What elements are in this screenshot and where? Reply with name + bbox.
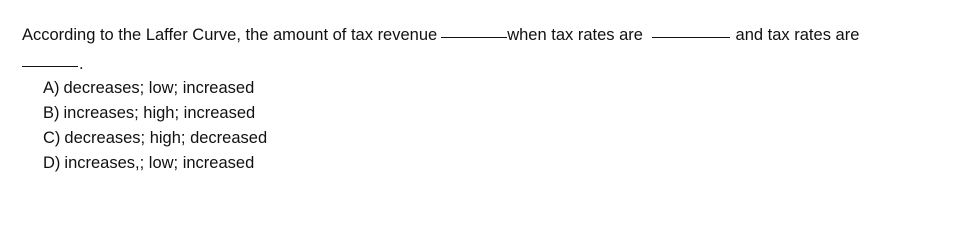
choice-text: decreases; high; decreased [64, 129, 268, 147]
question-part-1: According to the Laffer Curve, the amount of tax revenue [22, 26, 438, 44]
answer-blank-2 [652, 37, 730, 38]
question-line-1 [22, 26, 967, 45]
question-line-2 [22, 55, 967, 74]
choice-a [43, 76, 267, 101]
answer-choices [43, 76, 267, 176]
choice-text: decreases; low; increased [63, 79, 255, 97]
question-part-3: and tax rates are [735, 26, 860, 44]
choice-letter: D) [43, 154, 61, 172]
choice-d [43, 151, 267, 176]
choice-text: increases,; low; increased [64, 154, 255, 172]
choice-text: increases; high; increased [63, 104, 256, 122]
answer-blank-1 [441, 37, 507, 38]
question-part-2: when tax rates are [507, 26, 643, 44]
question-ending: . [79, 54, 84, 73]
choice-b [43, 101, 267, 126]
question-text [22, 26, 967, 74]
answer-blank-3 [22, 66, 78, 67]
choice-letter: A) [43, 79, 60, 97]
choice-letter: C) [43, 129, 61, 147]
choice-c [43, 126, 267, 151]
choice-letter: B) [43, 104, 60, 122]
